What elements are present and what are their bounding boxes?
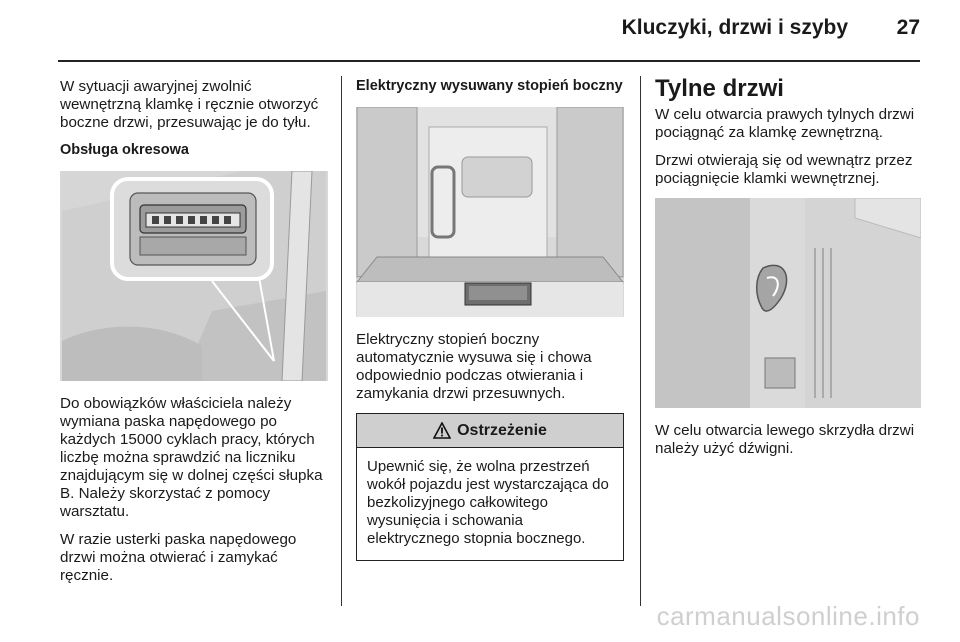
belt-failure-paragraph: W razie usterki paska napędowego drzwi można otwierać i zamykać ręcznie.: [60, 531, 297, 584]
rear-doors-paragraph-1: W celu otwarcia prawych tylnych drzwi pociągnąć za klamkę zewnętrzną.: [655, 106, 915, 141]
column-right: [655, 75, 921, 468]
maintenance-heading: Obsługa okresowa: [60, 142, 189, 158]
intro-paragraph: W sytuacji awaryjnej zwolnić wewnętrzną klamkę i ręcznie otworzyć boczne drzwi, przesuwając je do tyłu.: [60, 78, 319, 131]
rear-doors-paragraph-2: Drzwi otwierają się od wewnątrz przez pociągnięcie klamki wewnętrznej.: [655, 152, 913, 187]
warning-title: Ostrzeżenie: [457, 421, 547, 439]
side-step-paragraph: Elektryczny stopień boczny automatycznie wysuwa się i chowa odpowiednio podczas otwierania i zamykania drzwi przesuwnych.: [356, 331, 592, 402]
rear-door-lever-illustration: [655, 198, 921, 408]
warning-box: [356, 413, 624, 561]
watermark: carmanualsonline.info: [656, 601, 920, 631]
warning-header: [357, 414, 623, 448]
page-number: 27: [896, 16, 920, 39]
warning-text: Upewnić się, że wolna przestrzeń wokół pojazdu jest wystarczająca do bezkolizyjnego całkowitego wysunięcia i schowania elektrycznego stopnia bocznego.: [367, 458, 609, 547]
rear-doors-heading: Tylne drzwi: [655, 75, 784, 102]
column-middle: [356, 78, 624, 561]
side-step-illustration: [356, 107, 624, 317]
side-step-heading: Elektryczny wysuwany stopień boczny: [356, 78, 623, 94]
column-separator: [341, 76, 342, 606]
column-left: [60, 78, 328, 595]
drive-belt-counter-illustration: [60, 171, 328, 381]
warning-triangle-icon: [433, 422, 451, 439]
chapter-title: Kluczyki, drzwi i szyby: [621, 16, 848, 39]
header-rule: [58, 60, 920, 62]
page-header: [0, 0, 960, 64]
column-separator: [640, 76, 641, 606]
left-door-paragraph: W celu otwarcia lewego skrzydła drzwi należy użyć dźwigni.: [655, 422, 915, 457]
belt-replacement-paragraph: Do obowiązków właściciela należy wymiana paska napędowego po każdych 15000 cyklach pracy, których liczbę można sprawdzić na liczniku znajdującym się w dolnej części słupka B. Należy skorzystać z pomocy warsztatu.: [60, 395, 323, 520]
